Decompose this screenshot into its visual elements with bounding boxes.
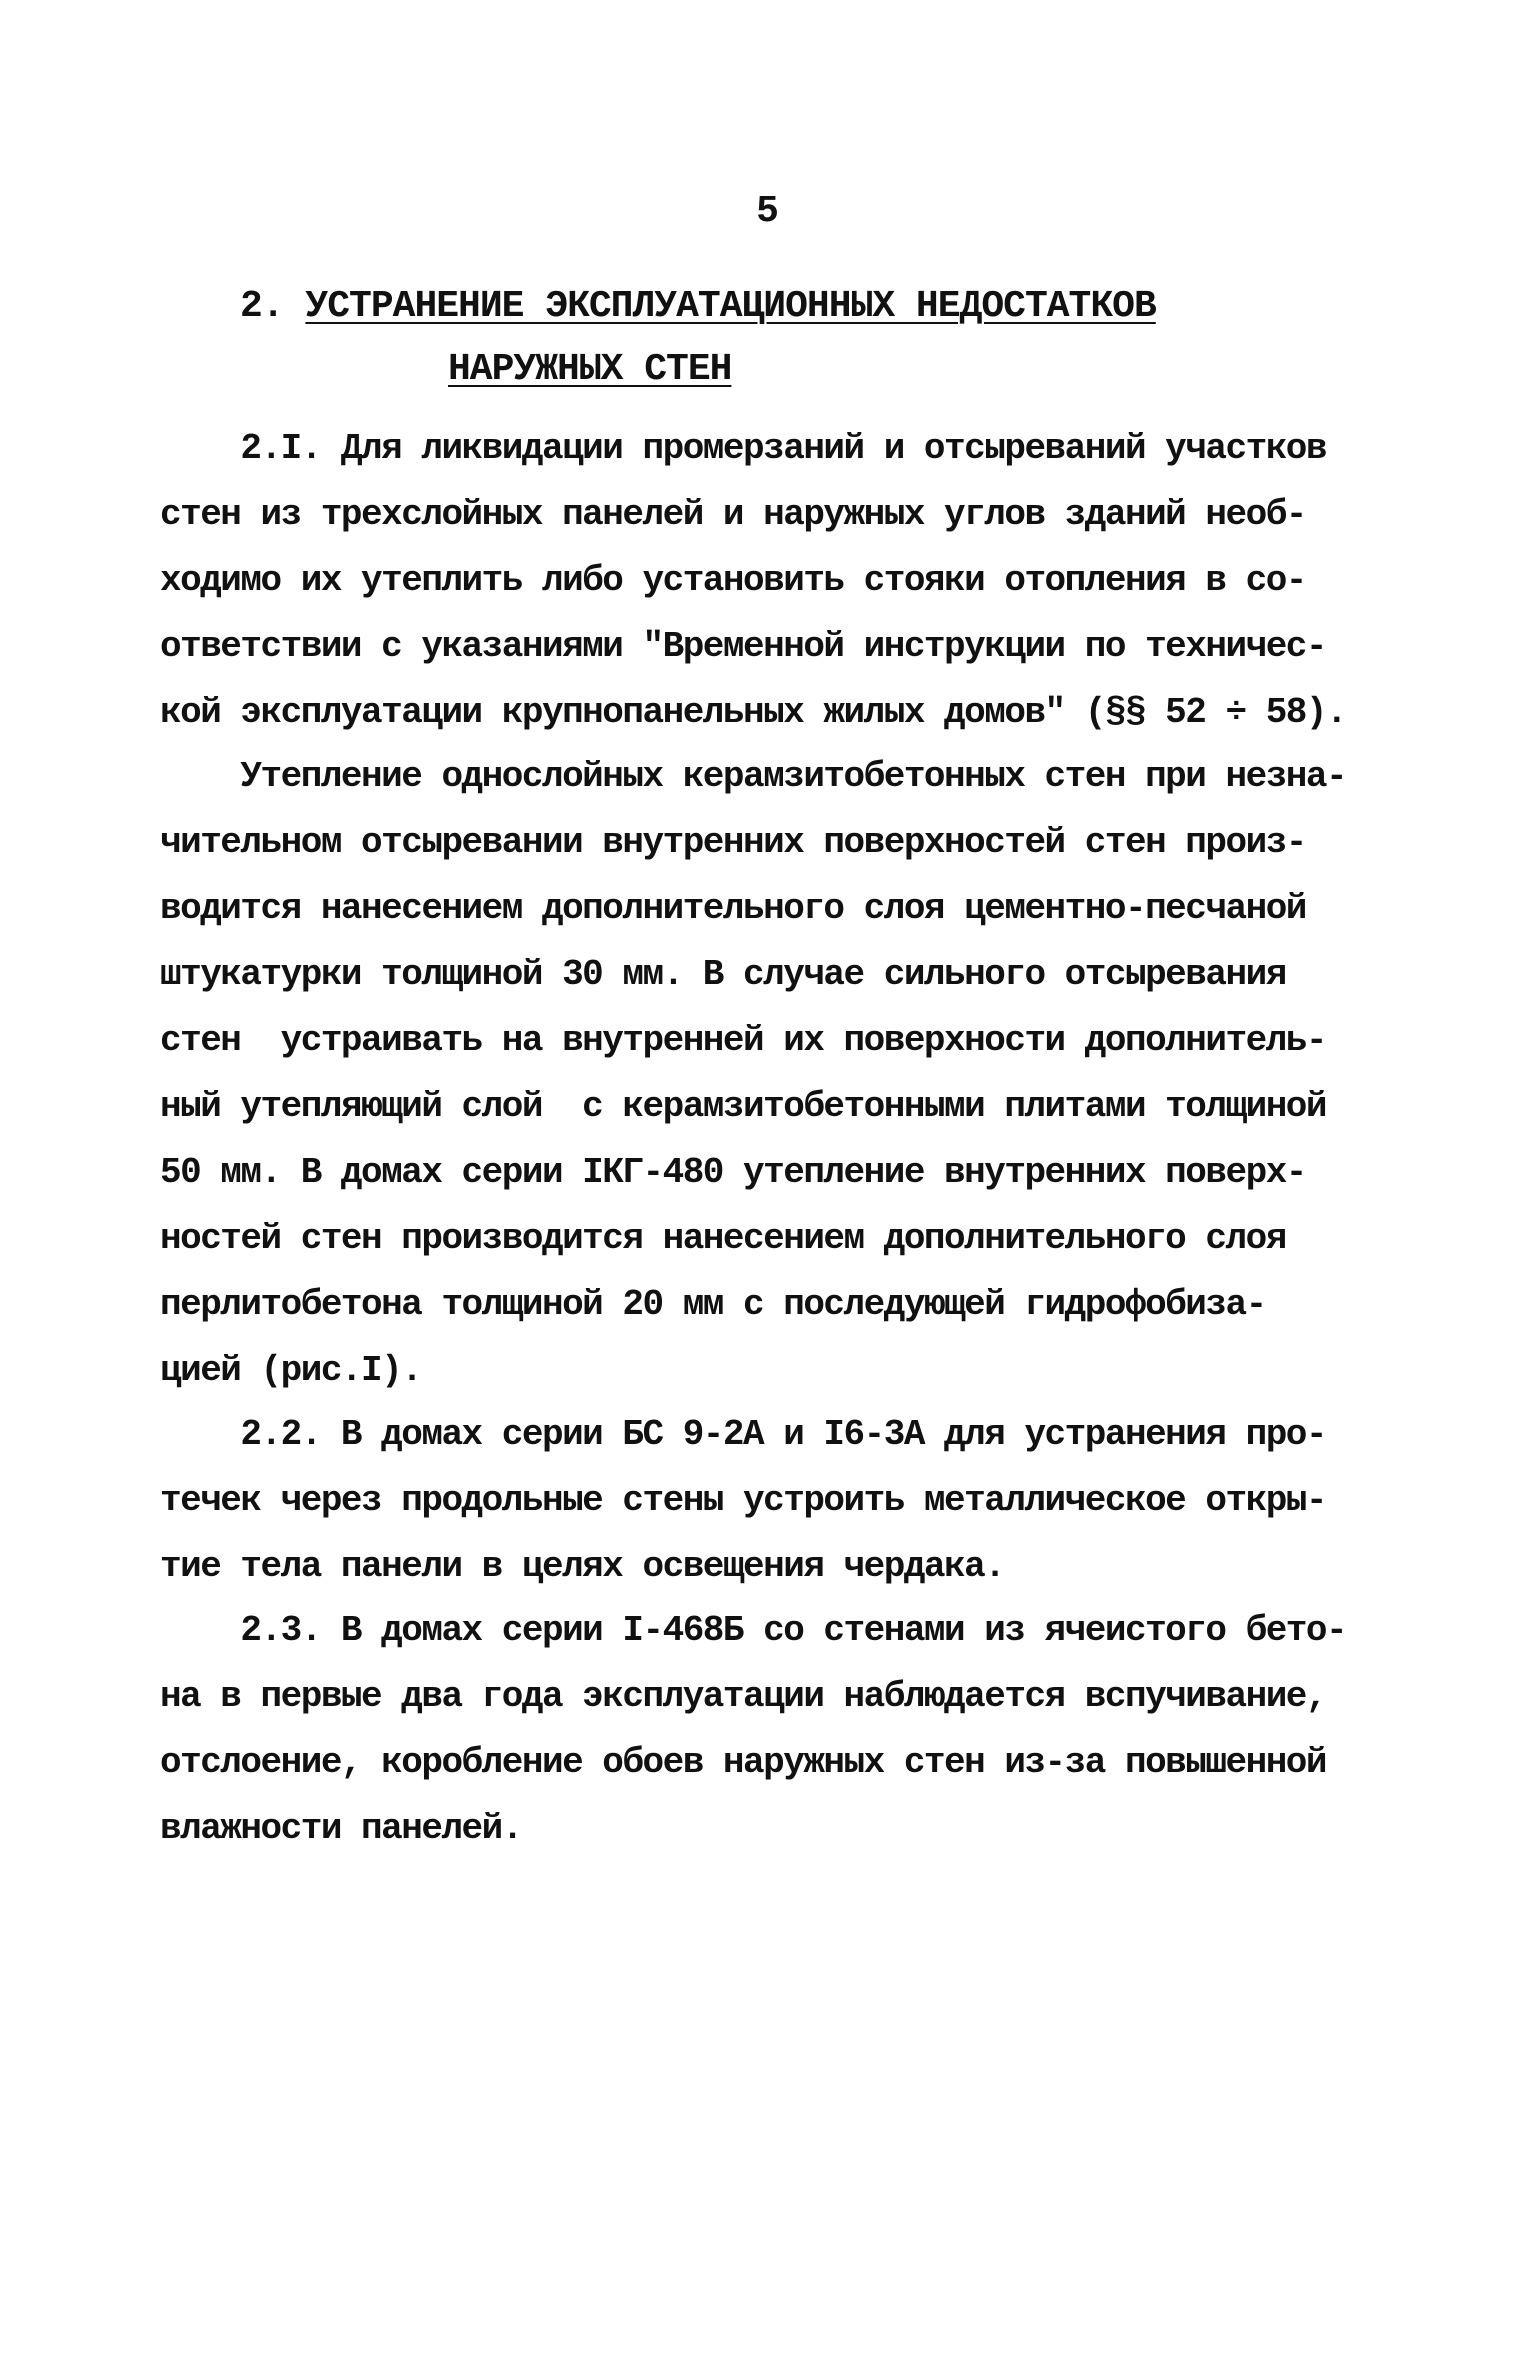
text-line: кой эксплуатации крупнопанельных жилых домов" (§§ 52 ÷ 58).	[160, 692, 1347, 733]
text-line: стен из трехслойных панелей и наружных углов зданий необ-	[160, 494, 1306, 535]
section-heading-title: УСТРАНЕНИЕ ЭКСПЛУАТАЦИОННЫХ НЕДОСТАТКОВ	[305, 285, 1156, 328]
text-line: ностей стен производится нанесением дополнительного слоя	[160, 1218, 1286, 1259]
text-line: ходимо их утеплить либо установить стояки отопления в со-	[160, 560, 1306, 601]
text-line: на в первые два года эксплуатации наблюдается вспучивание,	[160, 1676, 1327, 1717]
text-line: течек через продольные стены устроить металлическое откры-	[160, 1480, 1327, 1521]
text-line: 2.3. В домах серии I-468Б со стенами из ячеистого бето-	[160, 1610, 1347, 1651]
text-line: тие тела панели в целях освещения чердака.	[160, 1546, 1005, 1587]
text-line: влажности панелей.	[160, 1808, 522, 1849]
text-line: 50 мм. В домах серии IКГ-480 утепление внутренних поверх-	[160, 1152, 1306, 1193]
section-heading-line-1	[240, 285, 1156, 328]
text-line: перлитобетона толщиной 20 мм с последующей гидрофобиза-	[160, 1284, 1266, 1325]
section-heading-line-2	[448, 348, 731, 391]
text-line: ответствии с указаниями "Временной инструкции по техничес-	[160, 626, 1327, 667]
text-line: 2.I. Для ликвидации промерзаний и отсыреваний участков	[160, 428, 1327, 469]
text-line: Утепление однослойных керамзитобетонных стен при незна-	[160, 756, 1347, 797]
page-number: 5	[756, 190, 779, 233]
text-line: штукатурки толщиной 30 мм. В случае сильного отсыревания	[160, 954, 1286, 995]
text-line: ный утепляющий слой с керамзитобетонными плитами толщиной	[160, 1086, 1327, 1127]
text-line: стен устраивать на внутренней их поверхности дополнитель-	[160, 1020, 1327, 1061]
text-line: 2.2. В домах серии БС 9-2А и I6-3А для устранения про-	[160, 1414, 1327, 1455]
text-line: отслоение, коробление обоев наружных стен из-за повышенной	[160, 1742, 1327, 1783]
section-heading-subtitle: НАРУЖНЫХ СТЕН	[448, 348, 732, 391]
text-line: водится нанесением дополнительного слоя цементно-песчаной	[160, 888, 1306, 929]
text-line: чительном отсыревании внутренних поверхностей стен произ-	[160, 822, 1306, 863]
section-heading-number: 2.	[240, 285, 284, 328]
text-line: цией (рис.I).	[160, 1350, 422, 1391]
